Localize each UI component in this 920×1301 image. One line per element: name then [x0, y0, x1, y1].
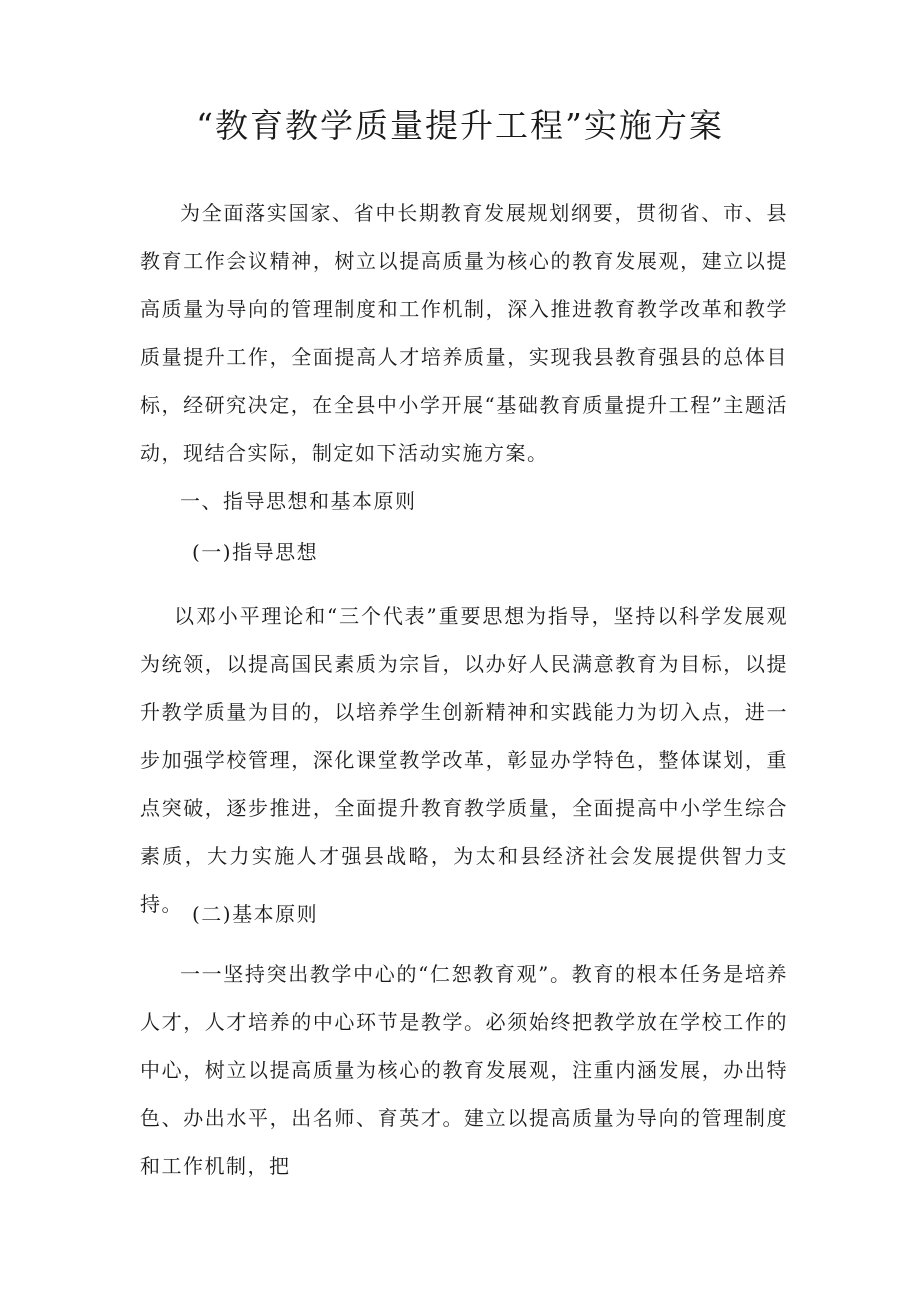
guiding-thought-paragraph: 以邓小平理论和“三个代表”重要思想为指导，坚持以科学发展观为统领，以提高国民素质为宗旨，以办好人民满意教育为目标，以提升教学质量为目的，以培养学生创新精神和实践能力为切入点，进一步加强学校管理，深化课堂教学改革，彰显办学特色，整体谋划，重点突破，逐步推进，全面提升教育教学质量，全面提高中小学生综合素质，大力实施人才强县战略，为太和县经济社会发展提供智力支持。: [140, 604, 788, 916]
subsection-heading-basic-principles: (二)基本原则: [192, 902, 319, 926]
section-heading-guiding-principles: 一、指导思想和基本原则: [180, 489, 417, 513]
basic-principles-paragraph: 一一坚持突出教学中心的“仁恕教育观”。教育的根本任务是培养人才，人才培养的中心环节是教学。必须始终把教学放在学校工作的中心，树立以提高质量为核心的教育发展观，注重内涵发展，办出特色、办出水平，出名师、育英才。建立以提高质量为导向的管理制度和工作机制，把: [140, 962, 788, 1178]
subsection-heading-guiding-thought: (一)指导思想: [192, 540, 319, 564]
intro-paragraph: 为全面落实国家、省中长期教育发展规划纲要，贯彻省、市、县教育工作会议精神，树立以提高质量为核心的教育发展观，建立以提高质量为导向的管理制度和工作机制，深入推进教育教学改革和教学质量提升工作，全面提高人才培养质量，实现我县教育强县的总体目标，经研究决定，在全县中小学开展“基础教育质量提升工程”主题活动，现结合实际，制定如下活动实施方案。: [140, 201, 788, 465]
document-title: “教育教学质量提升工程”实施方案: [196, 106, 724, 145]
